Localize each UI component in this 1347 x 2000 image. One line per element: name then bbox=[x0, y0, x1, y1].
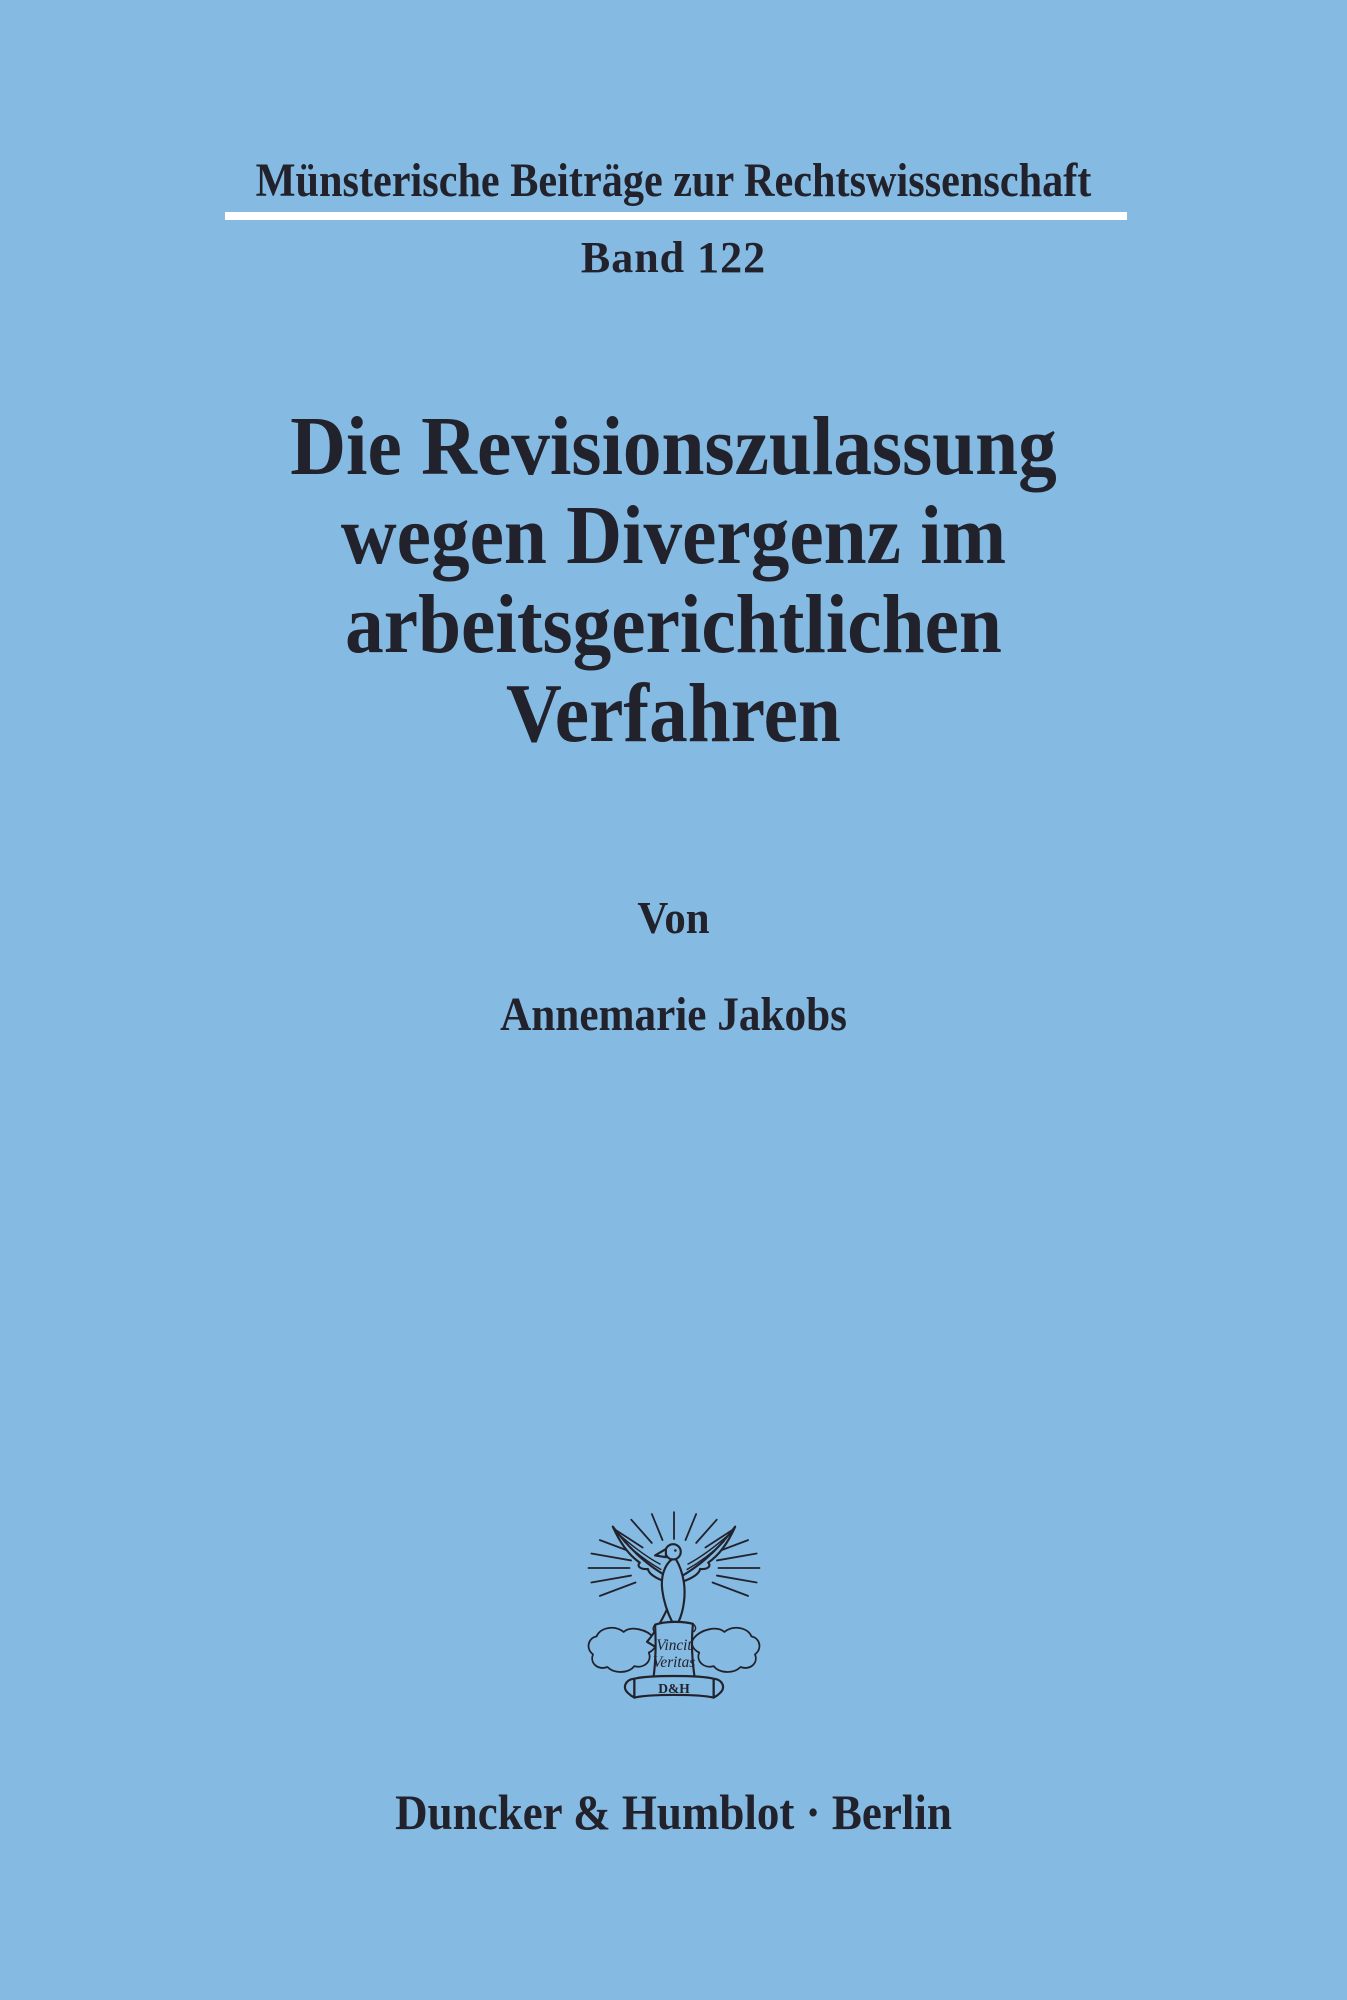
publisher-logo bbox=[584, 1505, 764, 1712]
book-title-line-3: arbeitsgerichtlichen bbox=[345, 578, 1002, 671]
series-title: Münsterische Beiträge zur Rechtswissenschaft bbox=[255, 154, 1092, 207]
author-name: Annemarie Jakobs bbox=[500, 988, 847, 1041]
book-title-line-4: Verfahren bbox=[506, 667, 841, 760]
book-title-line-1: Die Revisionszulassung bbox=[290, 400, 1057, 493]
book-title-line-2: wegen Divergenz im bbox=[340, 489, 1007, 582]
series-volume-number: Band 122 bbox=[580, 233, 767, 282]
publisher-line: Duncker & Humblot · Berlin bbox=[395, 1784, 952, 1840]
logo-motto-line2: Veritas bbox=[652, 1654, 695, 1671]
series-underline-rule bbox=[225, 212, 1127, 220]
logo-initials: D&H bbox=[657, 1681, 690, 1697]
logo-motto-line1: Vincit bbox=[655, 1636, 692, 1654]
byline-von: Von bbox=[637, 892, 710, 943]
book-title bbox=[0, 402, 1347, 758]
